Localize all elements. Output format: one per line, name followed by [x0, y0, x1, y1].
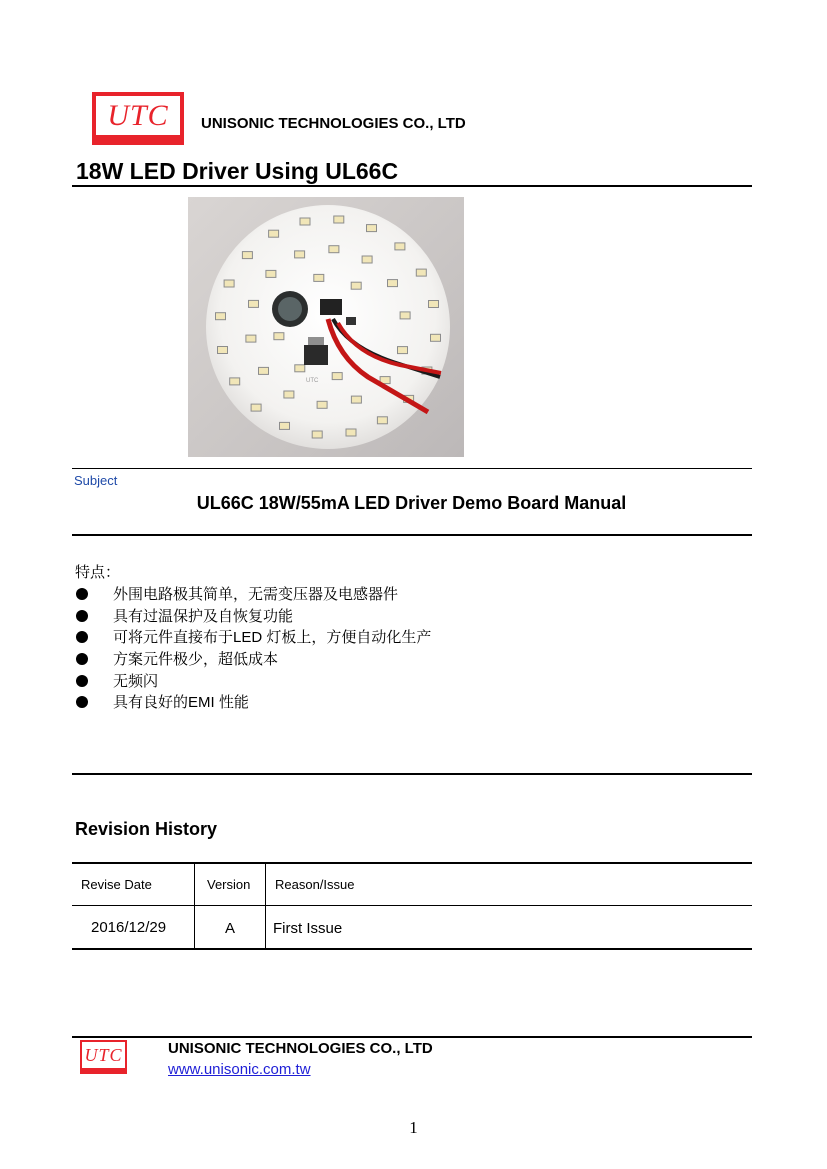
features-bottom-rule: [72, 773, 752, 775]
table-divider: [194, 862, 195, 950]
header-reason-issue: Reason/Issue: [275, 877, 355, 892]
led-chip: [362, 256, 372, 263]
bullet-icon: [76, 610, 88, 622]
led-chip: [431, 334, 441, 341]
table-bottom-rule: [72, 948, 752, 950]
led-chip: [216, 313, 226, 320]
bullet-icon: [76, 653, 88, 665]
feature-item: [76, 670, 158, 691]
led-chip: [429, 301, 439, 308]
led-chip: [346, 429, 356, 436]
revision-history-title: Revision History: [75, 819, 218, 839]
led-chip: [251, 404, 261, 411]
led-chip: [295, 365, 305, 372]
company-name-header: UNISONIC TECHNOLOGIES CO., LTD: [201, 115, 466, 132]
led-chip: [329, 246, 339, 253]
led-chip: [249, 300, 259, 307]
utc-logo-inner: [96, 96, 180, 135]
feature-text: 方案元件极少，超低成本: [113, 651, 279, 668]
led-chip: [351, 396, 361, 403]
footer-company-name: UNISONIC TECHNOLOGIES CO., LTD: [168, 1040, 433, 1057]
footer-utc-logo: [80, 1040, 127, 1074]
led-chip: [218, 347, 228, 354]
led-chip: [332, 373, 342, 380]
feature-text: 具有过温保护及自恢复功能: [113, 608, 294, 625]
header-revise-date: Revise Date: [81, 877, 152, 892]
bullet-icon: [76, 631, 88, 643]
feature-text: 外围电路极其简单，无需变压器及电感器件: [113, 586, 399, 603]
bullet-icon: [76, 696, 88, 708]
features-title: 特点：: [75, 564, 121, 581]
table-top-rule: [72, 862, 752, 864]
feature-text: 无频闪: [113, 673, 159, 690]
feature-item: [76, 626, 431, 647]
led-chip: [246, 335, 256, 342]
board-marking: UTC: [306, 378, 319, 384]
led-chip: [398, 347, 408, 354]
led-chip: [274, 333, 284, 340]
feature-text: 具有良好的EMI 性能: [113, 694, 249, 711]
led-chip: [377, 417, 387, 424]
footer-logo-inner: [82, 1042, 125, 1068]
led-chip: [284, 391, 294, 398]
cell-version: A: [225, 920, 236, 937]
led-chip: [314, 274, 324, 281]
feature-text: 可将元件直接布于LED 灯板上，方便自动化生产: [113, 629, 432, 646]
subject-bottom-rule: [72, 534, 752, 536]
led-chip: [351, 282, 361, 289]
subject-title: UL66C 18W/55mA LED Driver Demo Board Manual: [196, 493, 627, 513]
footer-logo-text: UTC: [84, 1045, 123, 1065]
led-chip: [269, 230, 279, 237]
subject-top-rule: [72, 468, 752, 469]
led-board-photo: [188, 197, 464, 457]
header-version: Version: [207, 877, 251, 892]
led-chip: [280, 422, 290, 429]
utc-logo-text: UTC: [107, 98, 169, 132]
bullet-icon: [76, 675, 88, 687]
document-title: 18W LED Driver Using UL66C: [76, 158, 399, 184]
led-chip: [295, 251, 305, 258]
led-chip: [400, 312, 410, 319]
feature-item: [76, 648, 278, 669]
utc-logo: [92, 92, 184, 145]
feature-item: [76, 605, 293, 626]
led-chip: [388, 280, 398, 287]
title-rule: [72, 185, 752, 187]
led-chip: [300, 218, 310, 225]
led-chip: [259, 367, 269, 374]
led-chip: [242, 252, 252, 259]
feature-item: [76, 691, 249, 712]
led-chip: [224, 280, 234, 287]
led-chip: [395, 243, 405, 250]
led-chip: [312, 431, 322, 438]
cell-reason-issue: First Issue: [273, 920, 343, 937]
subject-text: [0, 493, 827, 514]
page-number: 1: [409, 1118, 418, 1137]
footer-rule: [72, 1036, 752, 1038]
led-chip: [266, 270, 276, 277]
led-chip: [416, 269, 426, 276]
table-header-rule: [72, 905, 752, 906]
table-divider: [265, 862, 266, 950]
led-chip: [230, 378, 240, 385]
bullet-icon: [76, 588, 88, 600]
cell-revise-date: 2016/12/29: [91, 919, 167, 936]
led-chip: [317, 401, 327, 408]
footer-website-link[interactable]: www.unisonic.com.tw: [168, 1061, 311, 1078]
subject-label: Subject: [74, 473, 118, 488]
led-chip: [367, 225, 377, 232]
feature-item: [76, 583, 398, 604]
led-chip: [334, 216, 344, 223]
